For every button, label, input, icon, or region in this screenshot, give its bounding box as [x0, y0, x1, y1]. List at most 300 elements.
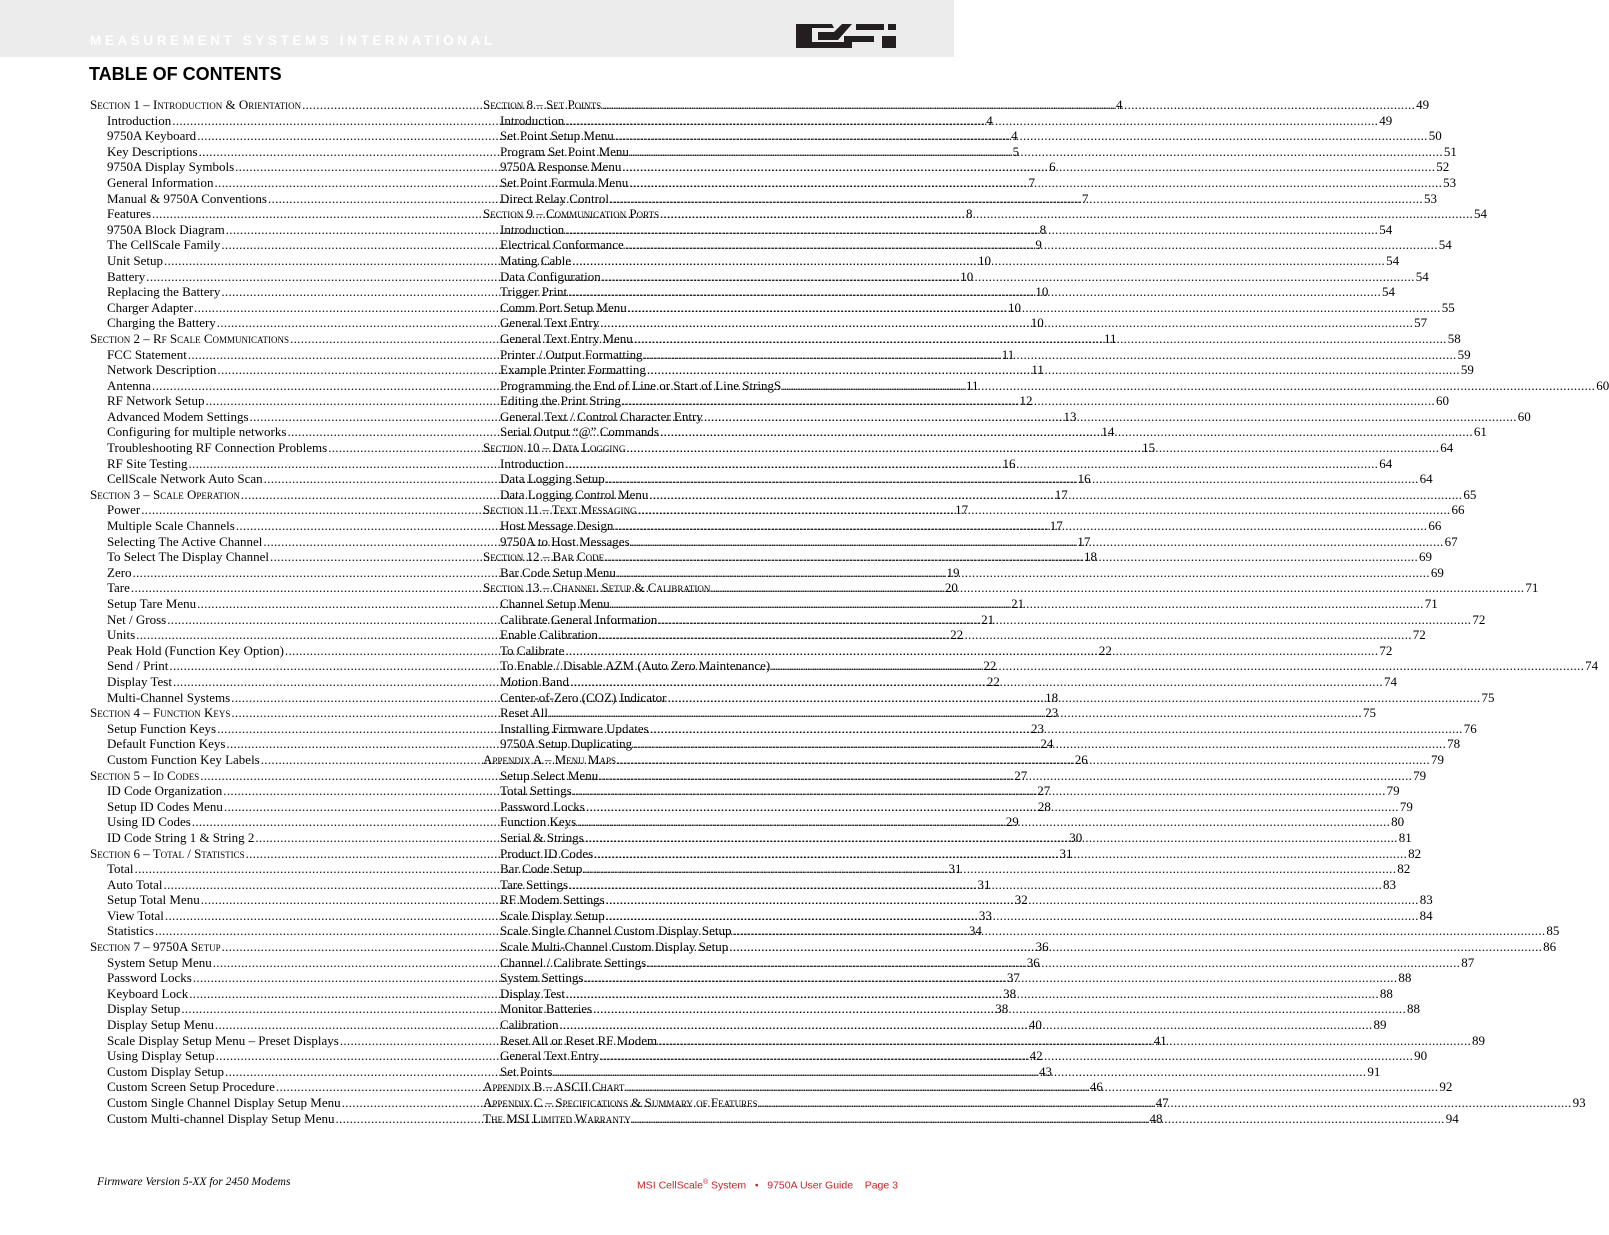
- toc-page-number: 79: [1413, 767, 1427, 783]
- toc-page-number: 17: [1077, 533, 1091, 549]
- toc-entry-label: The MSI Limited Warranty: [483, 1110, 631, 1126]
- toc-page-number: 65: [1463, 486, 1477, 502]
- toc-entry[interactable]: [483, 237, 1452, 253]
- toc-entry-label: Section 3 – Scale Operation: [90, 486, 240, 502]
- dot-leader: [658, 612, 1471, 628]
- toc-page-number: 33: [978, 907, 992, 923]
- toc-entry-label: General Text Entry: [500, 1048, 600, 1064]
- toc-entry-label: The CellScale Family: [107, 237, 221, 253]
- toc-page-number: 38: [995, 1001, 1009, 1017]
- toc-page-number: 11: [966, 377, 979, 393]
- page-title: TABLE OF CONTENTS: [89, 64, 282, 84]
- toc-page-number: 93: [1572, 1095, 1586, 1110]
- toc-entry-label: Multi-Channel Systems: [107, 689, 231, 705]
- toc-page-number: 23: [1031, 720, 1045, 736]
- toc-entry-label: 9750A Block Diagram: [107, 221, 225, 237]
- toc-page-number: 10: [1035, 284, 1049, 300]
- toc-entry-label: Data Logging Control Menu: [500, 486, 649, 502]
- dot-leader: [583, 861, 1396, 877]
- dot-leader: [782, 378, 1595, 394]
- toc-entry-label: Multiple Scale Channels: [107, 518, 235, 534]
- toc-page-number: 57: [1414, 315, 1428, 331]
- toc-page-number: 79: [1430, 751, 1444, 767]
- dot-leader: [565, 643, 1378, 659]
- toc-page-number: 47: [1155, 1095, 1169, 1110]
- toc-page-number: 31: [977, 876, 991, 892]
- registered-mark: ®: [702, 1179, 709, 1186]
- toc-page-number: 46: [1089, 1079, 1103, 1095]
- toc-entry-label: Scale Multi-Channel Custom Display Setup: [500, 939, 729, 955]
- toc-entry[interactable]: [483, 143, 1457, 160]
- toc-entry-label: Charger Adapter: [107, 299, 194, 315]
- toc-entry-label: Setup Select Menu: [500, 767, 599, 783]
- toc-page-number: 81: [1398, 829, 1412, 845]
- toc-page-number: 19: [946, 564, 960, 580]
- toc-entry-label: Scale Single Channel Custom Display Setup: [500, 923, 732, 939]
- toc-page-number: 27: [1014, 767, 1028, 783]
- dot-leader: [625, 237, 1438, 253]
- toc-entry-label: Example Printer Formatting: [500, 362, 646, 378]
- dot-leader: [560, 1017, 1373, 1033]
- dot-leader: [647, 955, 1460, 971]
- toc-page-number: 82: [1408, 845, 1422, 861]
- toc-page-number: 64: [1379, 455, 1393, 471]
- toc-page-number: 69: [1419, 549, 1433, 565]
- toc-entry-label: Total: [107, 861, 134, 877]
- toc-page-number: 64: [1419, 471, 1433, 487]
- dot-leader: [585, 830, 1398, 846]
- toc-entry[interactable]: [483, 128, 1442, 144]
- toc-page-number: 31: [948, 861, 962, 877]
- toc-page-number: 60: [1517, 408, 1531, 424]
- toc-entry-label: RF Network Setup: [107, 393, 205, 409]
- toc-page-number: 72: [1379, 642, 1393, 658]
- toc-entry-label: 9750A Keyboard: [107, 128, 197, 144]
- toc-page-number: 72: [1472, 611, 1486, 627]
- toc-page-number: 26: [1074, 751, 1088, 767]
- toc-page-number: 6: [1049, 159, 1056, 175]
- toc-entry-label: Calibration: [500, 1017, 559, 1033]
- toc-page-number: 74: [1383, 673, 1397, 689]
- toc-page-number: 18: [1084, 549, 1097, 565]
- toc-entry-label: Section 11 – Text Messaging: [483, 502, 637, 518]
- toc-entry-label: Monitor Batteries: [500, 1001, 593, 1017]
- dot-leader: [573, 783, 1386, 799]
- toc-entry-label: Reset All: [500, 705, 549, 721]
- toc-page-number: 32: [1014, 892, 1028, 908]
- toc-page-number: 16: [1002, 455, 1016, 471]
- toc-page-number: 72: [1412, 627, 1426, 643]
- toc-entry-label: Trigger Print: [500, 284, 568, 300]
- dot-leader: [549, 705, 1362, 721]
- header-banner: [0, 0, 954, 57]
- toc-page-number: 20: [944, 580, 958, 596]
- toc-entry-label: Scale Display Setup: [500, 907, 605, 923]
- dot-leader: [606, 908, 1419, 924]
- toc-page-number: 43: [1038, 1063, 1052, 1079]
- toc-page-number: 28: [1037, 798, 1051, 814]
- toc-entry-label: Data Configuration: [500, 268, 601, 284]
- toc-page-number: 13: [1063, 408, 1077, 424]
- toc-page-number: 10: [1008, 299, 1021, 315]
- toc-entry-label: General Text Entry: [500, 315, 600, 331]
- toc-entry-label: Appendix C – Specifications & Summary of Features: [483, 1095, 758, 1110]
- toc-page-number: 94: [1445, 1110, 1459, 1126]
- toc-entry-label: Troubleshooting RF Connection Problems: [107, 440, 328, 456]
- dot-leader: [649, 487, 1462, 503]
- toc-entry[interactable]: [483, 221, 1393, 238]
- toc-page-number: 75: [1481, 689, 1495, 705]
- dot-leader: [599, 627, 1412, 643]
- toc-page-number: 75: [1362, 705, 1376, 721]
- dot-leader: [647, 362, 1460, 378]
- dot-leader: [622, 393, 1435, 409]
- dot-leader: [632, 1111, 1445, 1127]
- toc-page-number: 9: [1035, 237, 1042, 253]
- toc-entry-label: Display Setup: [107, 1001, 181, 1017]
- dot-leader: [644, 347, 1457, 363]
- toc-entry-label: Display Test: [500, 985, 565, 1001]
- dot-leader: [711, 580, 1524, 596]
- toc-entry-label: Tare Settings: [500, 876, 569, 892]
- toc-page-number: 88: [1379, 985, 1393, 1001]
- toc-page-number: 34: [968, 923, 982, 939]
- toc-entry-label: 9750A Setup Duplicating: [500, 736, 633, 752]
- toc-page-number: 38: [1003, 985, 1017, 1001]
- toc-entry-label: To Enable / Disable AZM (Auto Zero Maintenance): [500, 658, 771, 674]
- toc-page-number: 54: [1379, 221, 1393, 237]
- toc-entry-label: CellScale Network Auto Scan: [107, 471, 263, 487]
- toc-page-number: 7: [1081, 190, 1089, 206]
- dot-leader: [568, 284, 1381, 300]
- toc-entry-label: Password Locks: [107, 970, 192, 986]
- toc-entry[interactable]: [483, 190, 1437, 207]
- dot-leader: [631, 534, 1444, 550]
- dot-leader: [565, 456, 1378, 472]
- toc-section-entry[interactable]: [483, 97, 1430, 113]
- toc-page-number: 89: [1472, 1032, 1486, 1048]
- toc-page-number: 83: [1383, 876, 1396, 892]
- toc-entry-label: Bar Code Setup Menu: [500, 564, 616, 580]
- toc-page-number: 21: [1011, 596, 1025, 611]
- toc-entry-label: Configuring for multiple networks: [107, 424, 287, 440]
- toc-page-number: 36: [1035, 939, 1049, 955]
- toc-entry-label: Tare: [107, 580, 130, 596]
- toc-entry-label: FCC Statement: [107, 346, 187, 362]
- toc-entry-label: Printer / Output Formatting: [500, 346, 643, 362]
- toc-entry-label: Send / Print: [107, 658, 169, 674]
- toc-page-number: 22: [950, 627, 964, 643]
- toc-entry-label: Enable Calibration: [500, 627, 598, 643]
- toc-page-number: 40: [1028, 1017, 1042, 1033]
- toc-page-number: 60: [1596, 377, 1609, 393]
- toc-entry-label: Host Message Design: [500, 518, 614, 534]
- toc-entry-label: Editing the Print String: [500, 393, 621, 409]
- toc-page-number: 17: [955, 502, 969, 518]
- toc-section-entry[interactable]: [483, 206, 1488, 222]
- toc-page-number: 90: [1414, 1048, 1428, 1064]
- toc-entry-label: Set Point Setup Menu: [500, 128, 614, 144]
- toc-page-number: 58: [1447, 330, 1461, 346]
- toc-entry-label: Unit Setup: [107, 252, 163, 268]
- dot-leader: [610, 191, 1423, 207]
- dot-leader: [660, 206, 1473, 222]
- msi-logo: [794, 22, 898, 50]
- toc-entry-label: Introduction: [500, 455, 565, 471]
- dot-leader: [565, 113, 1378, 129]
- toc-entry-label: Using Display Setup: [107, 1048, 215, 1064]
- toc-page-number: 11: [1031, 362, 1044, 378]
- toc-page-number: 22: [983, 658, 997, 674]
- dot-leader: [626, 440, 1439, 456]
- dot-leader: [569, 877, 1382, 893]
- toc-page-number: 92: [1439, 1079, 1453, 1095]
- toc-entry-label: Default Function Keys: [107, 736, 226, 752]
- toc-entry-label: Appendix A – Menu Maps: [483, 751, 616, 767]
- toc-entry-label: Battery: [107, 268, 146, 284]
- dot-leader: [630, 144, 1443, 160]
- toc-entry-label: To Select The Display Channel: [107, 549, 270, 565]
- toc-page-number: 60: [1435, 393, 1449, 409]
- toc-page-number: 54: [1382, 284, 1396, 300]
- toc-page-number: 49: [1379, 112, 1393, 128]
- toc-entry-label: Using ID Codes: [107, 814, 191, 830]
- toc-entry-label: Setup Function Keys: [107, 720, 217, 736]
- firmware-version-note: Firmware Version 5-XX for 2450 Modems: [97, 1176, 291, 1188]
- toc-page-number: 10: [960, 268, 974, 284]
- dot-leader: [572, 253, 1385, 269]
- dot-leader: [566, 986, 1379, 1002]
- toc-entry-label: Set Points: [500, 1063, 553, 1079]
- toc-page-number: 88: [1398, 970, 1412, 986]
- toc-page-number: 16: [1077, 471, 1091, 487]
- toc-page-number: 24: [1040, 736, 1054, 752]
- toc-entry-label: Peak Hold (Function Key Option): [107, 642, 284, 658]
- toc-entry-label: Introduction: [500, 221, 565, 237]
- toc-page-number: 66: [1451, 502, 1465, 518]
- toc-entry-label: Set Point Formula Menu: [500, 174, 629, 190]
- toc-entry-label: Units: [107, 627, 136, 643]
- dot-leader: [629, 175, 1442, 191]
- dot-leader: [638, 502, 1451, 518]
- toc-page-number: 66: [1428, 518, 1442, 534]
- toc-entry-label: General Information: [107, 174, 214, 190]
- toc-entry[interactable]: [90, 112, 993, 129]
- toc-entry-label: Data Logging Setup: [500, 471, 605, 487]
- toc-page-number: 59: [1457, 346, 1471, 362]
- dot-leader: [732, 923, 1545, 939]
- toc-page-number: 5: [1012, 143, 1020, 159]
- toc-entry-label: Display Setup Menu: [107, 1017, 214, 1033]
- company-name-banner: MEASUREMENT SYSTEMS INTERNATIONAL: [90, 33, 496, 48]
- toc-entry-label: Advanced Modem Settings: [107, 408, 249, 424]
- toc-page-number: 11: [1104, 330, 1117, 346]
- toc-entry-label: Net / Gross: [107, 611, 167, 627]
- dot-leader: [614, 518, 1427, 534]
- dot-leader: [600, 315, 1413, 331]
- toc-page-number: 8: [1039, 221, 1047, 237]
- toc-page-number: 89: [1373, 1017, 1387, 1033]
- toc-entry-label: Product ID Codes: [500, 845, 594, 861]
- toc-page-number: 64: [1440, 440, 1454, 456]
- toc-entry[interactable]: [483, 159, 1450, 175]
- toc-entry-label: Network Description: [107, 362, 217, 378]
- toc-entry-label: Reset All or Reset RF Modem: [500, 1032, 658, 1048]
- toc-entry-label: Auto Total: [107, 876, 163, 892]
- dot-leader: [577, 814, 1390, 830]
- toc-entry-label: View Total: [107, 907, 164, 923]
- dot-leader: [602, 269, 1415, 285]
- toc-entry-label: General Text Entry Menu: [500, 330, 633, 346]
- toc-entry-label: Display Test: [107, 673, 172, 689]
- toc-page-number: 54: [1474, 206, 1488, 222]
- toc-page-number: 86: [1543, 939, 1557, 955]
- toc-page-number: 53: [1423, 190, 1437, 206]
- toc-entry-label: Setup Total Menu: [107, 892, 200, 908]
- dot-leader: [611, 596, 1424, 612]
- toc-page-number: 30: [1069, 829, 1083, 845]
- toc-entry-label: Calibrate General Information: [500, 611, 658, 627]
- toc-page-number: 55: [1441, 299, 1455, 315]
- toc-page-number: 54: [1415, 268, 1429, 284]
- toc-entry-label: Section 5 – Id Codes: [90, 767, 200, 783]
- footer-product: MSI CellScale: [637, 1179, 703, 1192]
- page-footer: [637, 1179, 898, 1192]
- toc-entry-label: Appendix B – ASCII Chart: [483, 1079, 625, 1095]
- toc-entry-label: Section 10 – Data Logging: [483, 440, 626, 456]
- dot-leader: [553, 1064, 1366, 1080]
- toc-entry-label: Installing Firmware Updates: [500, 720, 649, 736]
- toc-entry-label: Section 12 – Bar Code: [483, 549, 605, 565]
- toc-entry-label: Zero: [107, 564, 132, 580]
- toc-page-number: 36: [1026, 954, 1040, 970]
- toc-entry-label: Bar Code Setup: [500, 861, 583, 877]
- toc-page-number: 17: [1054, 486, 1068, 502]
- toc-entry-label: Statistics: [107, 923, 154, 939]
- toc-page-number: 4: [1011, 128, 1018, 144]
- toc-entry-label: Custom Display Setup: [107, 1063, 225, 1079]
- dot-leader: [668, 690, 1481, 706]
- toc-entry-label: Section 6 – Total / Statistics: [90, 845, 245, 861]
- dot-leader: [570, 674, 1383, 690]
- toc-entry-label: Password Locks: [500, 798, 585, 814]
- toc-page-number: 59: [1460, 362, 1474, 378]
- toc-entry-label: Power: [107, 502, 141, 518]
- toc-entry-label: Custom Function Key Labels: [107, 751, 260, 767]
- toc-entry-label: ID Code String 1 & String 2: [107, 829, 255, 845]
- toc-entry-label: Program Set Point Menu: [500, 143, 629, 159]
- dot-leader: [658, 1033, 1471, 1049]
- toc-page-number: 51: [1443, 143, 1457, 159]
- dot-leader: [586, 799, 1399, 815]
- toc-entry-label: Motion Band: [500, 673, 569, 689]
- footer-guide-page: System • 9750A User Guide Page 3: [708, 1179, 898, 1192]
- toc-page-number: 15: [1142, 440, 1156, 456]
- toc-page-number: 80: [1391, 814, 1405, 830]
- toc-entry-label: Introduction: [500, 112, 565, 128]
- toc-entry-label: RF Modem Settings: [500, 892, 605, 908]
- toc-entry-label: Center-of-Zero (COZ) Indicator: [500, 689, 667, 705]
- toc-page-number: 10: [1030, 315, 1044, 331]
- toc-entry-label: Manual & 9750A Conventions: [107, 190, 267, 206]
- toc-entry-label: Section 8 – Set Points: [483, 97, 602, 112]
- toc-entry-label: Setup Tare Menu: [107, 596, 197, 611]
- toc-entry[interactable]: [483, 174, 1457, 191]
- toc-page-number: 88: [1407, 1001, 1421, 1017]
- dot-leader: [633, 736, 1446, 752]
- dot-leader: [771, 658, 1584, 674]
- toc-page-number: 22: [1098, 642, 1112, 658]
- toc-entry-label: Section 13 – Channel Setup & Calibration: [483, 580, 711, 596]
- toc-entry-label: General Text / Control Character Entry: [500, 408, 703, 424]
- toc-page-number: 29: [1005, 814, 1019, 830]
- toc-entry-label: System Setup Menu: [107, 954, 212, 970]
- toc-page-number: 54: [1438, 237, 1452, 253]
- dot-leader: [593, 1001, 1406, 1017]
- toc-page-number: 41: [1153, 1032, 1167, 1048]
- dot-leader: [660, 424, 1473, 440]
- dot-leader: [565, 222, 1378, 238]
- toc-entry-label: Total Settings: [500, 783, 572, 799]
- toc-entry-label: Section 9 – Communication Ports: [483, 206, 660, 222]
- dot-leader: [584, 970, 1397, 986]
- dot-leader: [599, 768, 1412, 784]
- toc-entry-label: Channel Setup Menu: [500, 596, 610, 611]
- dot-leader: [628, 300, 1441, 316]
- toc-page-number: 17: [1049, 518, 1063, 534]
- toc-page-number: 79: [1386, 783, 1400, 799]
- toc-page-number: 4: [986, 112, 993, 128]
- toc-entry-label: Antenna: [107, 377, 152, 393]
- toc-page-number: 69: [1430, 564, 1444, 580]
- toc-entry-label: Mating Cable: [500, 252, 572, 268]
- toc-entry-label: Features: [107, 206, 152, 222]
- dot-leader: [617, 752, 1430, 768]
- dot-leader: [602, 97, 1415, 113]
- toc-page-number: 21: [981, 611, 995, 627]
- dot-leader: [625, 1079, 1438, 1095]
- toc-page-number: 54: [1386, 252, 1400, 268]
- toc-page-number: 83: [1419, 892, 1433, 908]
- toc-page-number: 27: [1037, 783, 1051, 799]
- toc-page-number: 87: [1461, 954, 1475, 970]
- toc-entry-label: 9750A to Host Messages: [500, 533, 630, 549]
- toc-page-number: 37: [1006, 970, 1020, 986]
- toc-page-number: 84: [1419, 907, 1433, 923]
- toc-entry-label: Charging the Battery: [107, 315, 216, 331]
- toc-page-number: 71: [1424, 596, 1438, 611]
- toc-entry-label: Introduction: [107, 112, 172, 128]
- toc-entry-label: Direct Relay Control: [500, 190, 610, 206]
- toc-entry-label: 9750A Display Symbols: [107, 159, 235, 175]
- toc-page-number: 71: [1525, 580, 1539, 596]
- toc-page-number: 91: [1367, 1063, 1381, 1079]
- toc-entry-label: Custom Single Channel Display Setup Menu: [107, 1095, 341, 1110]
- dot-leader: [729, 939, 1542, 955]
- toc-entry-label: Key Descriptions: [107, 143, 198, 159]
- toc-page-number: 74: [1585, 658, 1599, 674]
- toc-entry-label: Section 7 – 9750A Setup: [90, 939, 221, 955]
- toc-page-number: 8: [966, 206, 973, 222]
- toc-entry[interactable]: [483, 112, 1393, 129]
- toc-page-number: 53: [1443, 174, 1457, 190]
- toc-page-number: 10: [977, 252, 991, 268]
- toc-entry-label: Custom Multi-channel Display Setup Menu: [107, 1110, 335, 1126]
- toc-page-number: 4: [1116, 97, 1123, 112]
- toc-entry-label: Programming the End of Line or Start of Line StringS: [500, 377, 782, 393]
- toc-entry-label: Selecting The Active Channel: [107, 533, 263, 549]
- toc-page-number: 42: [1029, 1048, 1043, 1064]
